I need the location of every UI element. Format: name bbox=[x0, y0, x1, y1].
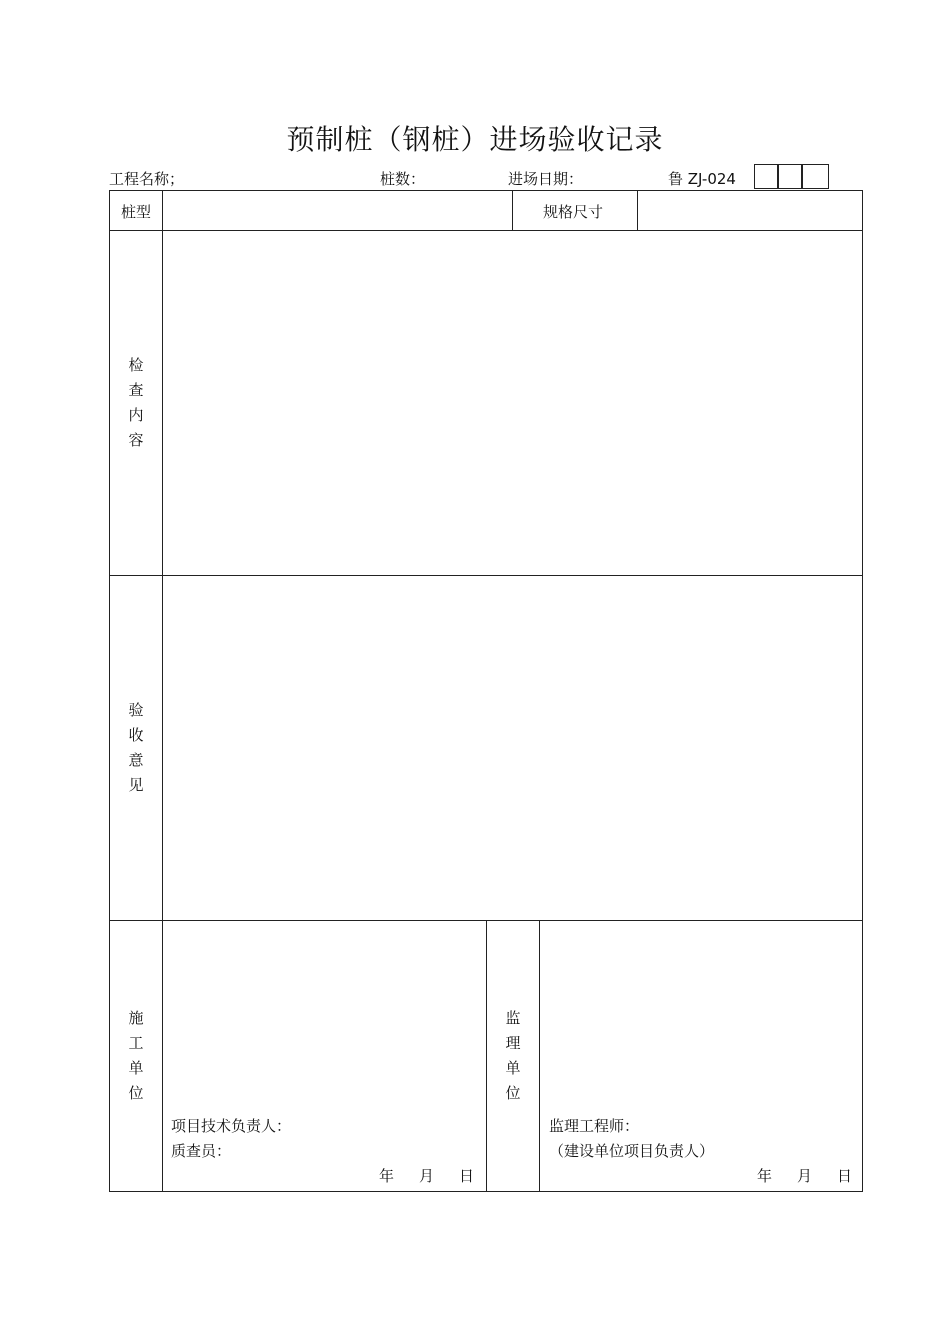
code-box-1[interactable] bbox=[754, 164, 778, 189]
construction-day: 日 bbox=[459, 1167, 475, 1185]
form-code: 鲁 ZJ-024 bbox=[668, 170, 736, 188]
label-char: 位 bbox=[505, 1084, 521, 1102]
acceptance-opinion-field[interactable] bbox=[163, 576, 862, 920]
label-char: 容 bbox=[128, 431, 144, 449]
table-divider bbox=[486, 920, 487, 1192]
code-box-3[interactable] bbox=[802, 164, 829, 189]
supervision-year: 年 bbox=[757, 1167, 773, 1185]
pile-type-field[interactable] bbox=[163, 191, 512, 230]
inspection-label bbox=[126, 353, 146, 453]
spec-size-label: 规格尺寸 bbox=[543, 203, 604, 221]
construction-month: 月 bbox=[419, 1167, 435, 1185]
pile-type-label: 桩型 bbox=[121, 203, 152, 221]
label-char: 内 bbox=[128, 406, 144, 424]
label-char: 监 bbox=[505, 1009, 521, 1027]
label-char: 施 bbox=[128, 1009, 144, 1027]
supervising-engineer-label: 监理工程师： bbox=[549, 1117, 640, 1135]
quality-inspector-label: 质查员： bbox=[171, 1142, 232, 1160]
label-char: 见 bbox=[128, 776, 144, 794]
table-divider bbox=[512, 190, 513, 230]
label-char: 工 bbox=[128, 1034, 144, 1052]
supervision-day: 日 bbox=[837, 1167, 853, 1185]
entry-date-label: 进场日期： bbox=[508, 170, 584, 188]
table-divider bbox=[539, 920, 540, 1192]
label-char: 意 bbox=[128, 751, 144, 769]
project-name-label: 工程名称； bbox=[109, 170, 185, 188]
construction-year: 年 bbox=[379, 1167, 395, 1185]
label-char: 单 bbox=[505, 1059, 521, 1077]
supervision-month: 月 bbox=[797, 1167, 813, 1185]
construction-unit-label bbox=[126, 1006, 146, 1106]
label-char: 单 bbox=[128, 1059, 144, 1077]
pile-count-label: 桩数： bbox=[380, 170, 426, 188]
spec-size-field[interactable] bbox=[638, 191, 862, 230]
label-char: 查 bbox=[128, 381, 144, 399]
inspection-content-field[interactable] bbox=[163, 231, 862, 575]
page-title: 预制桩（钢桩）进场验收记录 bbox=[286, 123, 664, 156]
acceptance-label bbox=[126, 698, 146, 798]
label-char: 位 bbox=[128, 1084, 144, 1102]
table-border-left bbox=[109, 190, 110, 1192]
label-char: 收 bbox=[128, 726, 144, 744]
label-char: 理 bbox=[505, 1034, 521, 1052]
tech-leader-label: 项目技术负责人： bbox=[171, 1117, 292, 1135]
table-border-right bbox=[862, 190, 863, 1192]
supervision-unit-label bbox=[503, 1006, 523, 1106]
code-box-2[interactable] bbox=[778, 164, 802, 189]
owner-project-leader-label: （建设单位项目负责人） bbox=[549, 1142, 715, 1160]
label-char: 检 bbox=[128, 356, 144, 374]
label-char: 验 bbox=[128, 701, 144, 719]
